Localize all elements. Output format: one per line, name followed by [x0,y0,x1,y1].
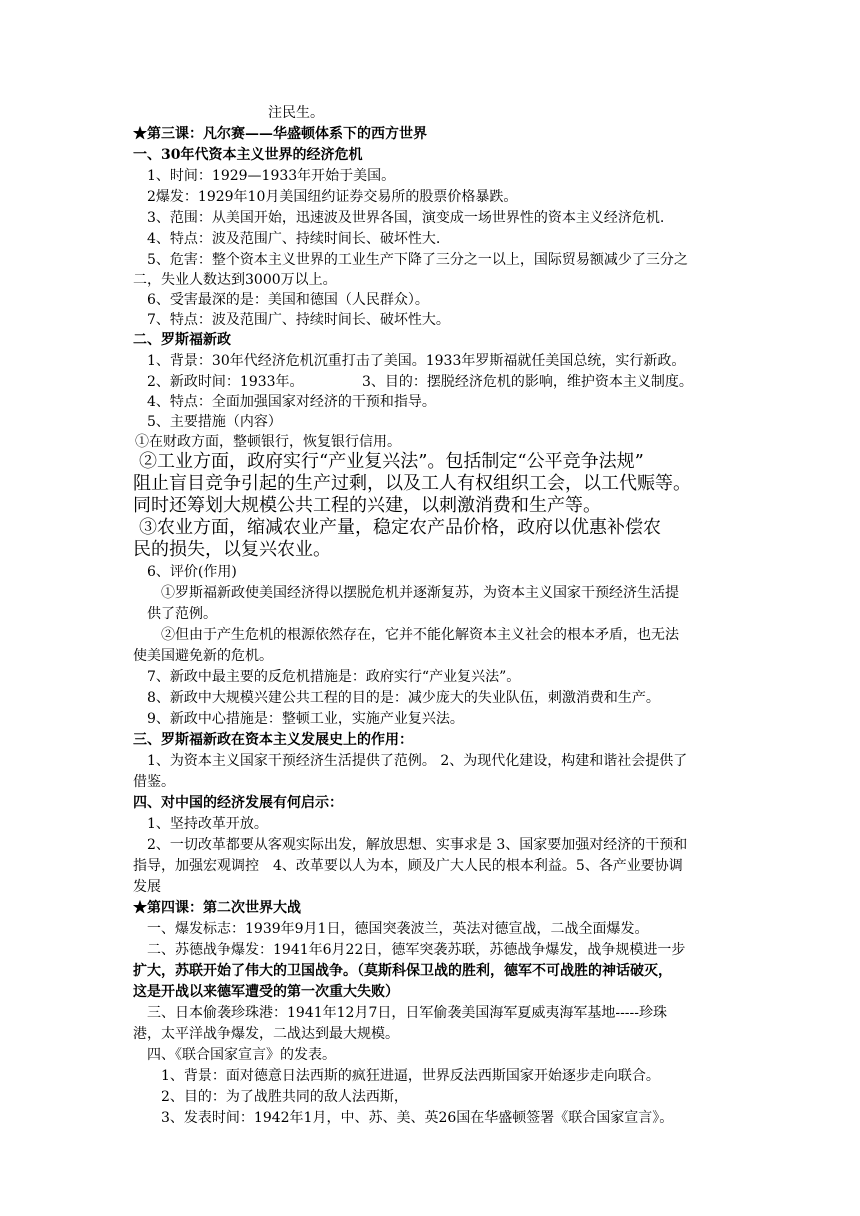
text-line: ②但由于产生危机的根源依然存在，它并不能化解资本主义社会的根本矛盾，也无法 [161,627,679,643]
text-line: 注民生。 [268,105,324,121]
lesson-heading: ★第四课：第二次世界大战 [133,900,301,916]
text-line: 同时还筹划大规模公共工程的兴建，以刺激消费和生产等。 [133,495,601,516]
text-line: 6、受害最深的是：美国和德国（人民群众）。 [147,292,429,308]
lesson-heading: ★第三课：凡尔赛——华盛顿体系下的西方世界 [133,126,427,142]
text-line: 四、《联合国家宣言》的发表。 [147,1047,336,1063]
text-line: 扩大，苏联开始了伟大的卫国战争。（莫斯科保卫战的胜利，德军不可战胜的神话破灭， [133,963,672,979]
text-line: 供了范例。 [147,606,217,622]
text-line: 9、新政中心措施是：整顿工业，实施产业复兴法。 [147,711,464,727]
section-heading: 三、罗斯福新政在资本主义发展史上的作用： [133,732,413,748]
text-line: 一、爆发标志：1939年9月1日，德国突袭波兰，英法对德宣战，二战全面爆发。 [147,921,649,937]
text-line: 8、新政中大规模兴建公共工程的目的是：减少庞大的失业队伍，刺激消费和生产。 [147,690,660,706]
text-line: ①罗斯福新政使美国经济得以摆脱危机并逐渐复苏，为资本主义国家干预经济生活提 [161,585,679,601]
text-line: 6、评价(作用) [147,564,237,580]
text-line: 2、新政时间：1933年。 [147,374,304,390]
text-line: 指导，加强宏观调控 4、改革要以人为本，顾及广大人民的根本利益。5、各产业要协调 [133,858,683,874]
text-line: ①在财政方面，整顿银行，恢复银行信用。 [135,434,401,450]
section-heading: 一、30年代资本主义世界的经济危机 [133,147,363,163]
text-line: 港，太平洋战争爆发，二战达到最大规模。 [133,1026,399,1042]
section-heading: 四、对中国的经济发展有何启示： [133,795,343,811]
text-line: 2、目的：为了战胜共同的敌人法西斯， [161,1089,408,1105]
text-line: 2爆发：1929年10月美国纽约证券交易所的股票价格暴跌。 [147,189,518,205]
text-line: 二，失业人数达到3000万以上。 [133,272,337,288]
text-line: 7、新政中最主要的反危机措施是：政府实行“产业复兴法”。 [147,669,521,685]
text-line: 借鉴。 [133,774,175,790]
text-line: 3、发表时间：1942年1月，中、苏、美、英26国在华盛顿签署《联合国家宣言》。 [161,1110,674,1126]
text-line: ②工业方面，政府实行“产业复兴法”。包括制定“公平竞争法规” [139,451,644,472]
text-line: 4、特点：全面加强国家对经济的干预和指导。 [147,394,436,410]
text-line: 7、特点：波及范围广、持续时间长、破坏性大。 [147,312,450,328]
text-line: 4、特点：波及范围广、持续时间长、破坏性大. [147,231,441,247]
text-line: 3、范围：从美国开始，迅速波及世界各国，演变成一场世界性的资本主义经济危机. [147,210,665,226]
text-line: 这是开战以来德军遭受的第一次重大失败） [133,984,399,1000]
section-heading: 二、罗斯福新政 [133,332,231,348]
text-line: 1、为资本主义国家干预经济生活提供了范例。 2、为现代化建设，构建和谐社会提供了 [147,753,688,769]
text-line: 1、坚持改革开放。 [147,816,268,832]
text-line: 1、背景：面对德意日法西斯的疯狂进逼，世界反法西斯国家开始逐步走向联合。 [161,1068,660,1084]
text-line: 3、目的：摆脱经济危机的影响，维护资本主义制度。 [362,374,693,390]
text-line: 5、主要措施（内容） [147,414,282,430]
text-line: 1、时间：1929—1933年开始于美国。 [147,168,396,184]
text-line: 发展 [133,879,161,895]
text-line: 二、苏德战争爆发：1941年6月22日，德军突袭苏联，苏德战争爆发，战争规模进一步 [147,942,686,958]
text-line: 阻止盲目竞争引起的生产过剩，以及工人有权组织工会，以工代赈等。 [133,473,691,494]
text-line: 民的损失，以复兴农业。 [133,539,331,560]
text-line: ③农业方面，缩减农业产量，稳定农产品价格，政府以优惠补偿农 [139,517,661,538]
text-line: 1、背景：30年代经济危机沉重打击了美国。1933年罗斯福就任美国总统，实行新政。 [147,353,686,369]
text-line: 2、一切改革都要从客观实际出发，解放思想、实事求是 3、国家要加强对经济的干预和 [147,837,688,853]
text-line: 三、日本偷袭珍珠港：1941年12月7日，日军偷袭美国海军夏威夷海军基地-----珍珠 [147,1005,668,1021]
text-line: 5、危害：整个资本主义世界的工业生产下降了三分之一以上，国际贸易额减少了三分之 [147,252,688,268]
text-line: 使美国避免新的危机。 [133,648,273,664]
